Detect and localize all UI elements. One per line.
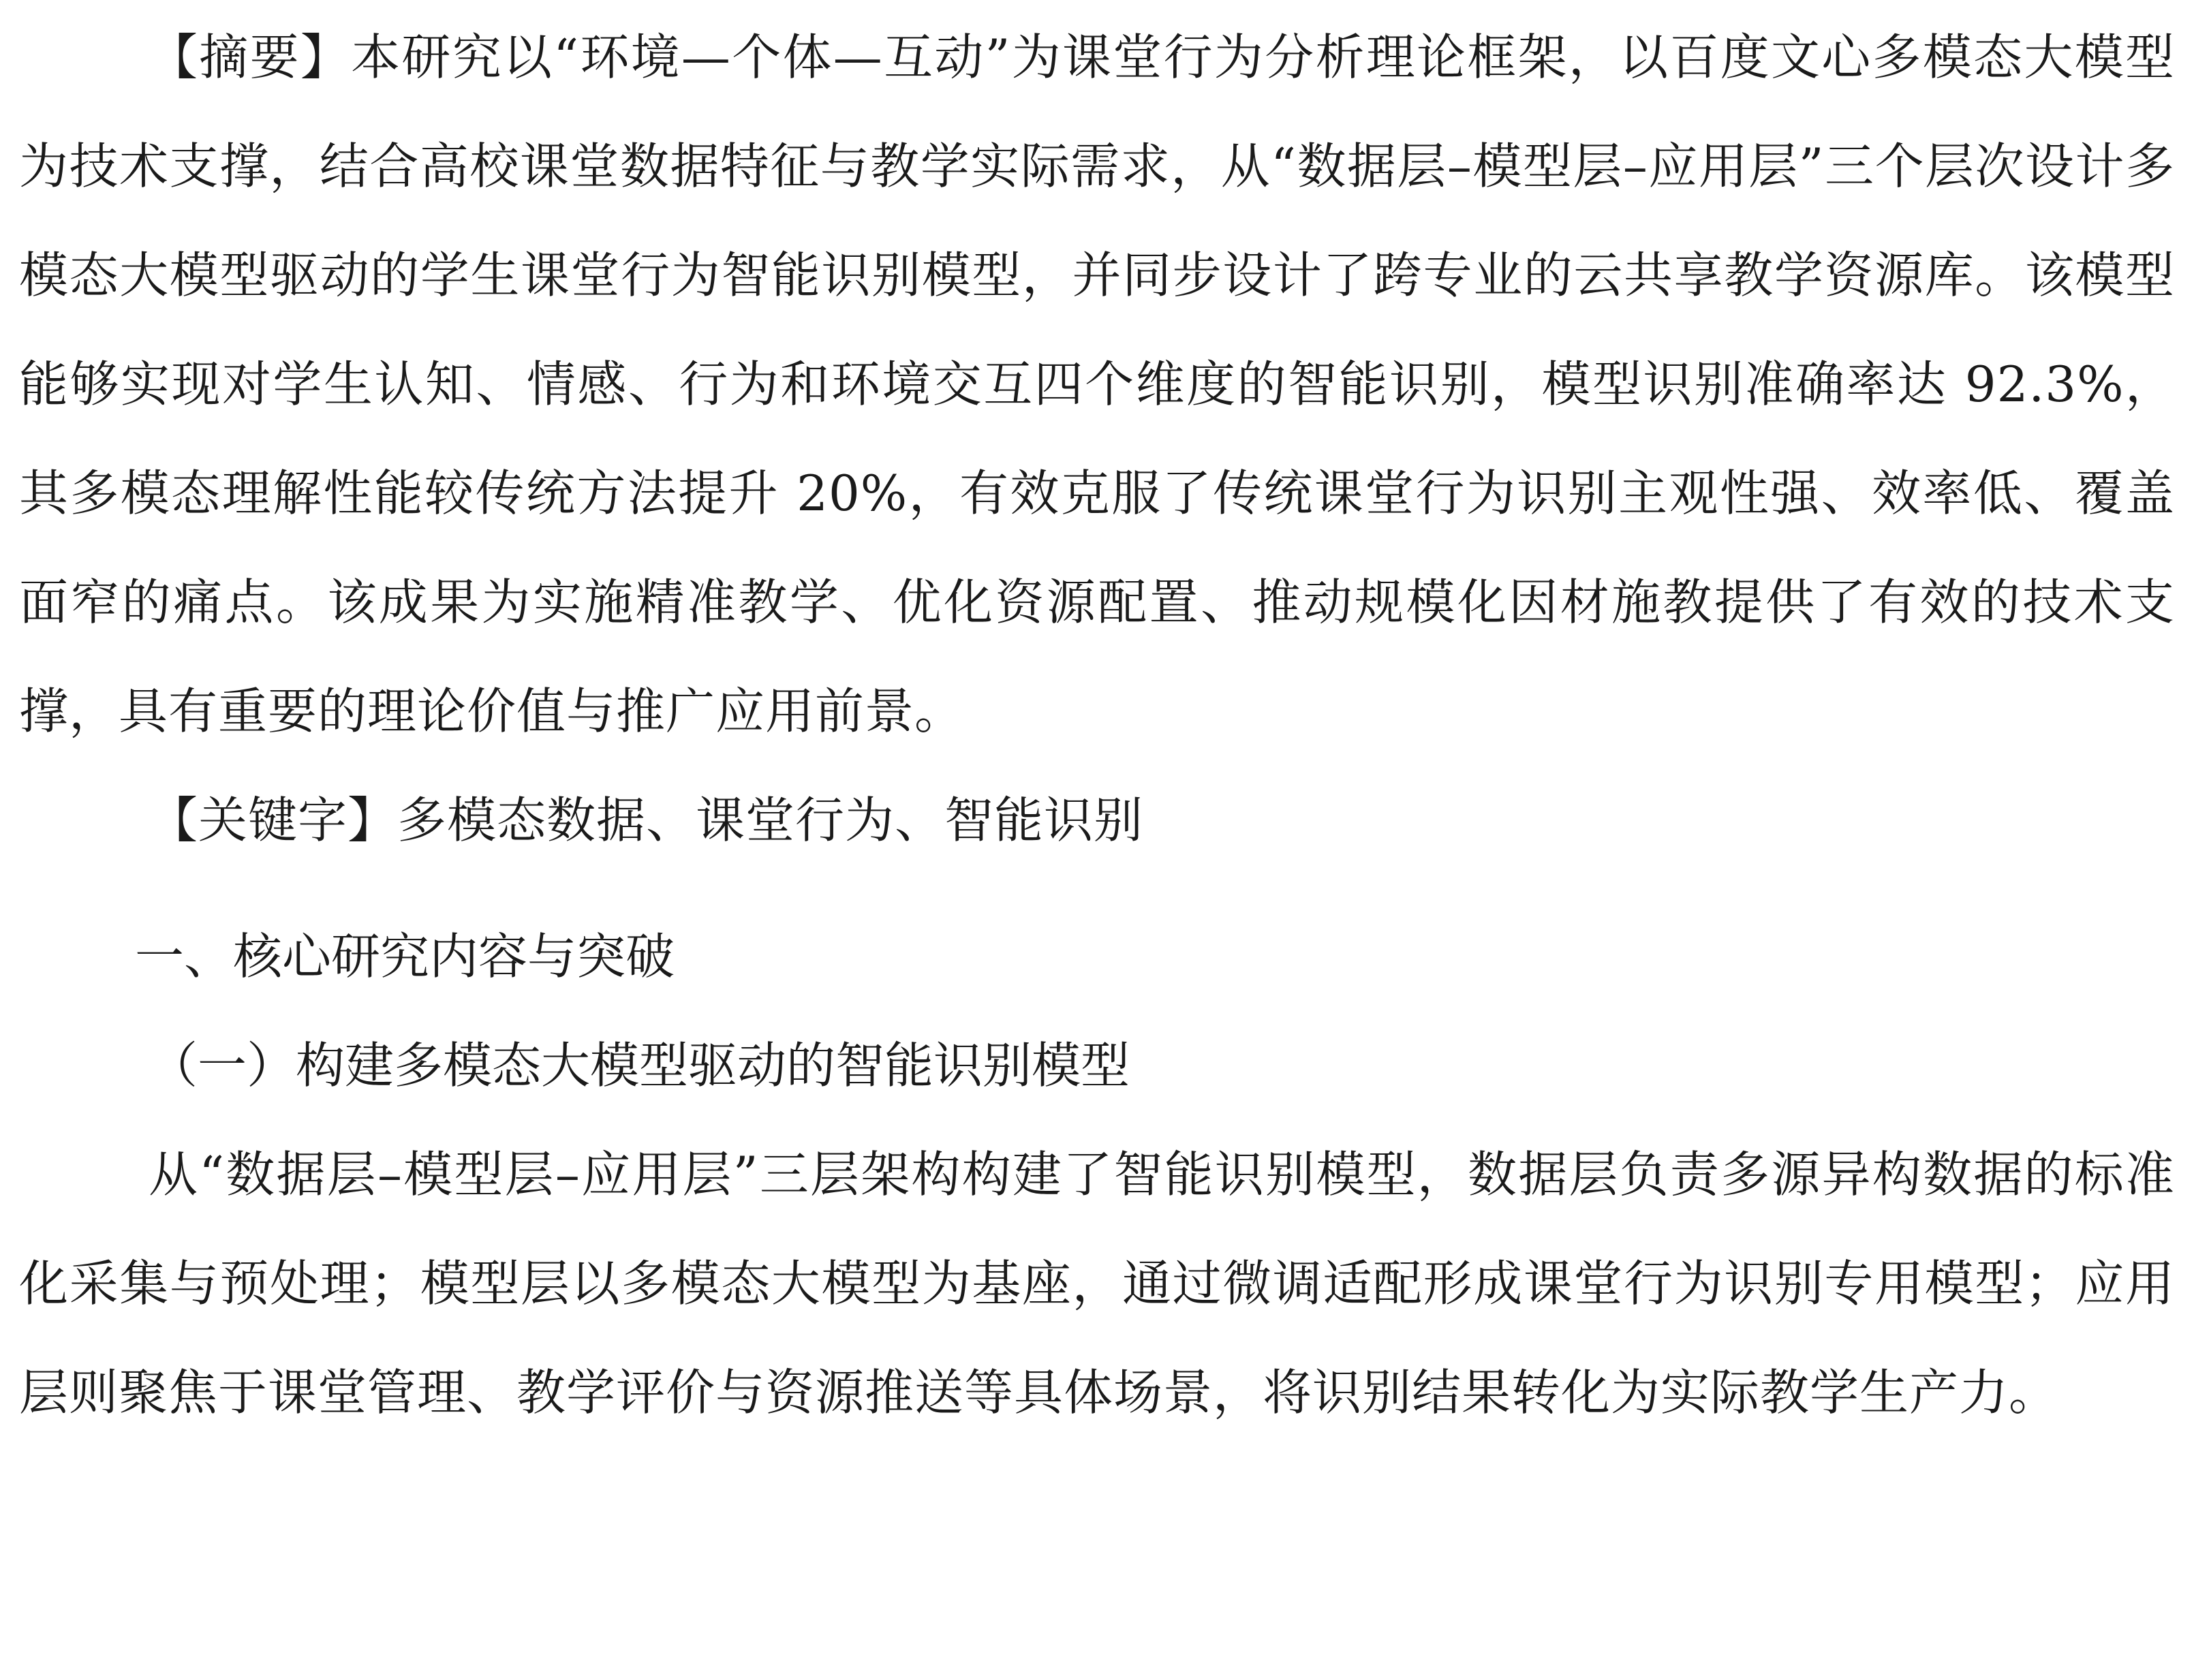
subsection-heading-1: （一）构建多模态大模型驱动的智能识别模型 [149, 1037, 1130, 1094]
keywords-paragraph [19, 766, 2175, 875]
section-heading-1: 一、核心研究内容与突破 [135, 928, 675, 985]
document-page [19, 0, 2175, 1447]
keywords-label: 【关键字】 [149, 792, 398, 849]
keywords-text: 多模态数据、课堂行为、智能识别 [397, 792, 1144, 849]
abstract-label: 【摘要】 [149, 29, 352, 86]
abstract-paragraph [19, 3, 2175, 766]
abstract-text: 本研究以“环境—个体—互动”为课堂行为分析理论框架，以百度文心多模态大模型为技术支撑，结合高校课堂数据特征与教学实际需求，从“数据层–模型层–应用层”三个层次设计多模态大模型驱动的学生课堂行为智能识别模型，并同步设计了跨专业的云共享教学资源库。该模型能够实现对学生认知、情感、行为和环境交互四个维度的智能识别，模型识别准确率达 92.3%，其多模态理解性能较传统方法提升 20%，有效克服了传统课堂行为识别主观性强、效率低、覆盖面窄的痛点。该成果为实施精准教学、优化资源配置、推动规模化因材施教提供了有效的技术支撑，具有重要的理论价值与推广应用前景。 [19, 29, 2175, 740]
subsection-body-1: 从“数据层–模型层–应用层”三层架构构建了智能识别模型，数据层负责多源异构数据的标准化采集与预处理；模型层以多模态大模型为基座，通过微调适配形成课堂行为识别专用模型；应用层则聚焦于课堂管理、教学评价与资源推送等具体场景，将识别结果转化为实际教学生产力。 [19, 1146, 2175, 1421]
